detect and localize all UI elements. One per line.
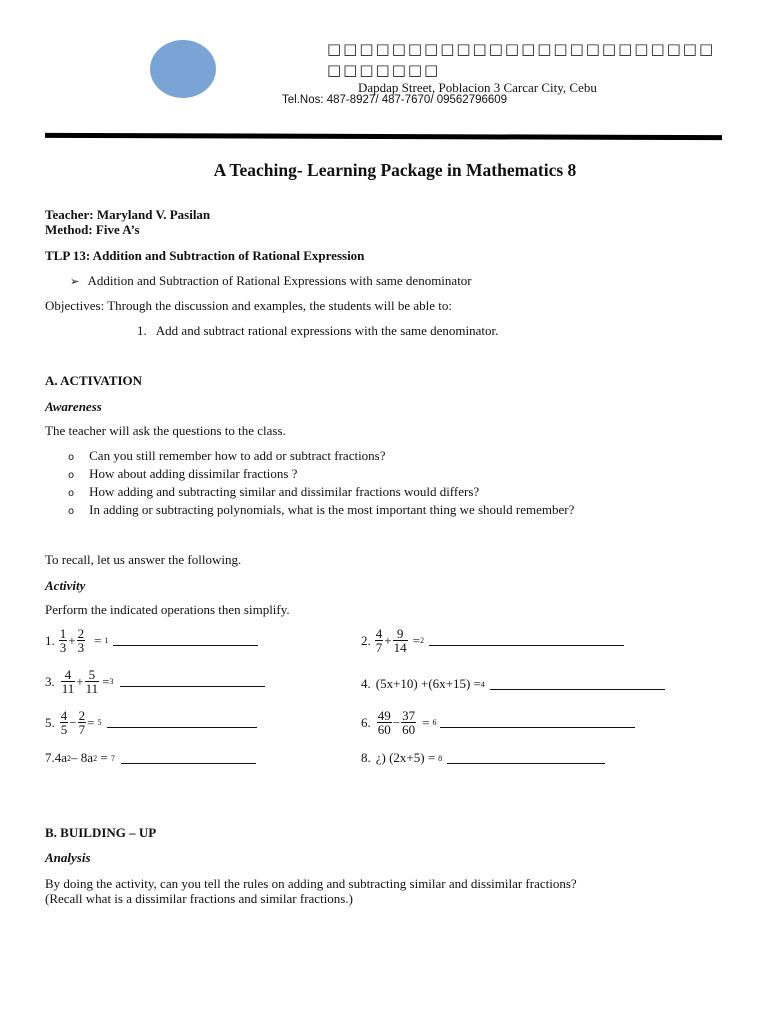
activity-instruction: Perform the indicated operations then simplify. <box>45 602 290 617</box>
fraction: $\frac{9}{14}$ <box>393 626 407 655</box>
section-b-heading: B. BUILDING – UP <box>45 825 157 840</box>
section-a-heading: A. ACTIVATION <box>45 373 143 388</box>
list-item: o In adding or subtracting polynomials, what is the most important thing we should remember? <box>68 502 575 517</box>
awareness-subheading: Awareness <box>45 399 102 414</box>
circle-bullet-icon: o <box>68 488 75 499</box>
activity-subheading: Activity <box>45 578 86 593</box>
answer-blank <box>429 635 624 646</box>
analysis-line-2: (Recall what is a dissimilar fractions and similar fractions.) <box>45 891 353 906</box>
circle-bullet-icon: o <box>68 452 75 463</box>
telephone-numbers: Tel.Nos: 487-8927/ 487-7670/ 09562796609 <box>282 94 508 106</box>
answer-blank <box>113 635 258 646</box>
document-title: A Teaching- Learning Package in Mathematics 8 <box>213 160 577 180</box>
recall-line: To recall, let us answer the following. <box>45 552 242 567</box>
method-line: Method: Five A’s <box>45 222 140 237</box>
exercise-8: 8. ¿) (2x+5) = 8 <box>361 750 605 766</box>
fraction: $\frac{2}{3}$ <box>77 626 85 655</box>
fraction: $\frac{2}{7}$ <box>78 708 86 737</box>
answer-blank <box>447 753 605 764</box>
fraction: $\frac{4}{7}$ <box>375 626 383 655</box>
exercise-2: 2. $\frac{4}{7}$ + $\frac{9}{14}$ = 2 <box>361 627 624 654</box>
objectives-intro: Objectives: Through the discussion and examples, the students will be able to: <box>45 298 453 313</box>
school-logo <box>150 40 216 98</box>
tlp-line: TLP 13: Addition and Subtraction of Rational Expression <box>45 248 365 263</box>
exercise-3: 3. $\frac{4}{11}$ + $\frac{5}{11}$ = 3 <box>45 668 265 695</box>
circle-bullet-icon: o <box>68 470 75 481</box>
fraction: $\frac{4}{11}$ <box>61 667 75 696</box>
list-item: o How about adding dissimilar fractions ? <box>68 466 298 481</box>
answer-blank <box>440 717 635 728</box>
arrow-bullet-icon: ➢ <box>70 275 80 288</box>
fraction: $\frac{1}{3}$ <box>59 626 67 655</box>
answer-blank <box>120 676 265 687</box>
list-item: o How adding and subtracting similar and dissimilar fractions would differs? <box>68 484 480 499</box>
fraction: $\frac{37}{60}$ <box>402 708 416 737</box>
fraction: $\frac{5}{11}$ <box>85 667 99 696</box>
school-address: Dapdap Street, Poblacion 3 Carcar City, Cebu <box>358 80 597 95</box>
answer-blank <box>121 753 256 764</box>
exercise-7: 7.4a 2 – 8a 2 = 7 <box>45 750 256 766</box>
teacher-line: Teacher: Maryland V. Pasilan <box>45 207 211 222</box>
awareness-intro: The teacher will ask the questions to the class. <box>45 423 286 438</box>
analysis-subheading: Analysis <box>45 850 91 865</box>
fraction: $\frac{49}{60}$ <box>377 708 391 737</box>
exercise-4: 4. (5x+10) +(6x+15) = 4 <box>361 676 665 692</box>
fraction: $\frac{4}{5}$ <box>60 708 68 737</box>
answer-blank <box>490 679 665 690</box>
exercise-6: 6. $\frac{49}{60}$ − $\frac{37}{60}$ = 6 <box>361 709 635 736</box>
school-name: □□□□□□□□□□□□□□□□□□□□□□□□□□□□□□□ <box>327 40 716 79</box>
exercise-5: 5. $\frac{4}{5}$ − $\frac{2}{7}$ = 5 <box>45 709 257 736</box>
answer-blank <box>107 717 257 728</box>
topic-text: Addition and Subtraction of Rational Expressions with same denominator <box>87 273 472 288</box>
exercise-1: 1. $\frac{1}{3}$ + $\frac{2}{3}$ = 1 <box>45 627 258 654</box>
circle-bullet-icon: o <box>68 506 75 517</box>
question-list <box>68 448 574 520</box>
header-divider <box>45 133 722 140</box>
list-item: o Can you still remember how to add or subtract fractions? <box>68 448 386 463</box>
analysis-line-1: By doing the activity, can you tell the rules on adding and subtracting similar and dissimilar fractions? <box>45 876 577 891</box>
objective-item: 1. Add and subtract rational expressions with the same denominator. <box>137 323 499 338</box>
topic-bullet <box>70 273 472 289</box>
